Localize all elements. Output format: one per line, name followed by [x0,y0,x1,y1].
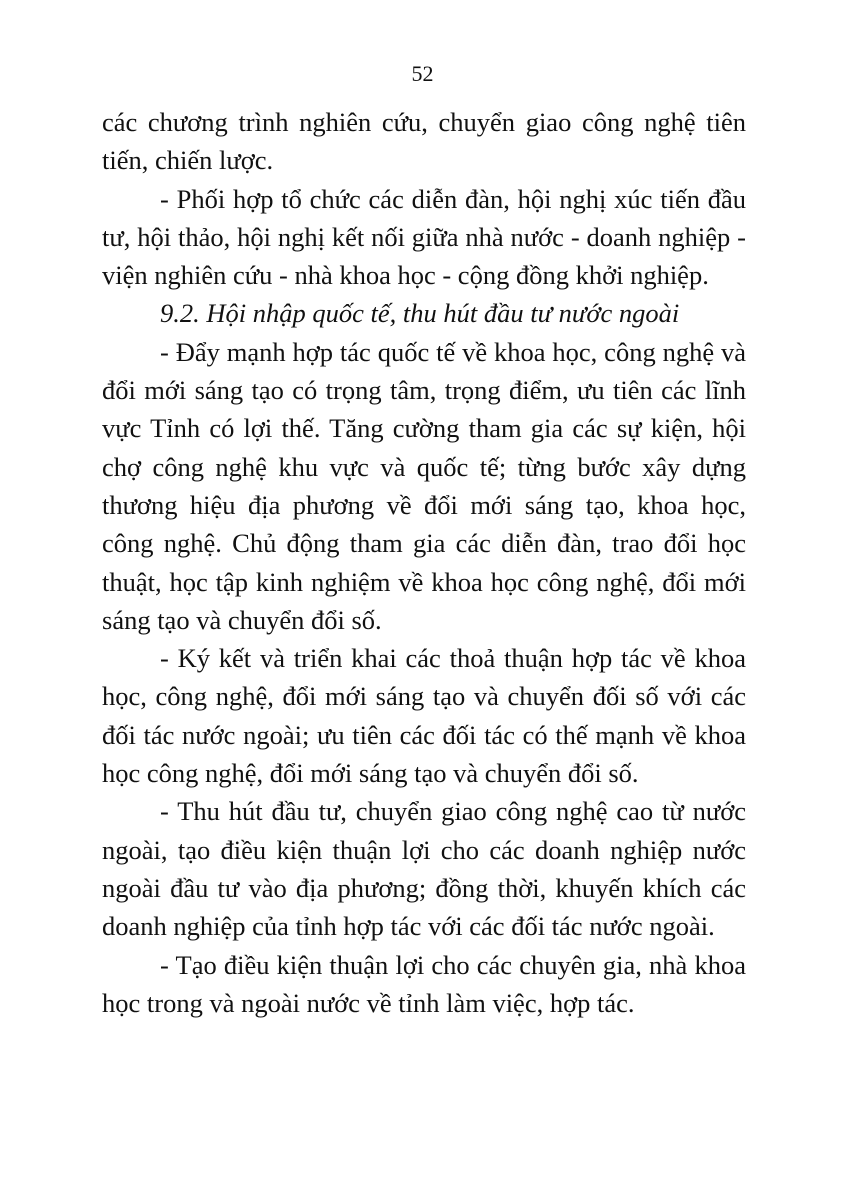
paragraph-continuation: các chương trình nghiên cứu, chuyển giao công nghệ tiên tiến, chiến lược. [102,107,746,176]
paragraph-experts: - Tạo điều kiện thuận lợi cho các chuyên gia, nhà khoa học trong và ngoài nước về tỉnh làm việc, hợp tác. [102,949,746,1018]
paragraph-cooperation-agreements: - Ký kết và triển khai các thoả thuận hợp tác về khoa học, công nghệ, đổi mới sáng tạo và chuyển đối số với các đối tác nước ngoài; ưu tiên các đối tác có thế mạnh về khoa học công nghệ, đổi mới sáng tạo và chuyển đổi số. [102,643,746,789]
body-text [102,103,746,1022]
page-number: 52 [411,61,434,86]
section-heading-9-2: 9.2. Hội nhập quốc tế, thu hút đầu tư nước ngoài [160,298,680,329]
paragraph-international-cooperation: - Đẩy mạnh hợp tác quốc tế về khoa học, công nghệ và đổi mới sáng tạo có trọng tâm, trọng điểm, ưu tiên các lĩnh vực Tỉnh có lợi thế. Tăng cường tham gia các sự kiện, hội chợ công nghệ khu vực và quốc tế; từng bước xây dựng thương hiệu địa phương về đổi mới sáng tạo, khoa học, công nghệ. Chủ động tham gia các diễn đàn, trao đổi học thuật, học tập kinh nghiệm về khoa học công nghệ, đổi mới sáng tạo và chuyển đổi số. [102,336,746,635]
paragraph-forum-coordination: - Phối hợp tổ chức các diễn đàn, hội nghị xúc tiến đầu tư, hội thảo, hội nghị kết nối giữa nhà nước - doanh nghiệp - viện nghiên cứu - nhà khoa học - cộng đồng khởi nghiệp. [102,183,746,291]
paragraph-attract-investment: - Thu hút đầu tư, chuyển giao công nghệ cao từ nước ngoài, tạo điều kiện thuận lợi cho các doanh nghiệp nước ngoài đầu tư vào địa phương; đồng thời, khuyến khích các doanh nghiệp của tỉnh hợp tác với các đối tác nước ngoài. [102,796,746,942]
